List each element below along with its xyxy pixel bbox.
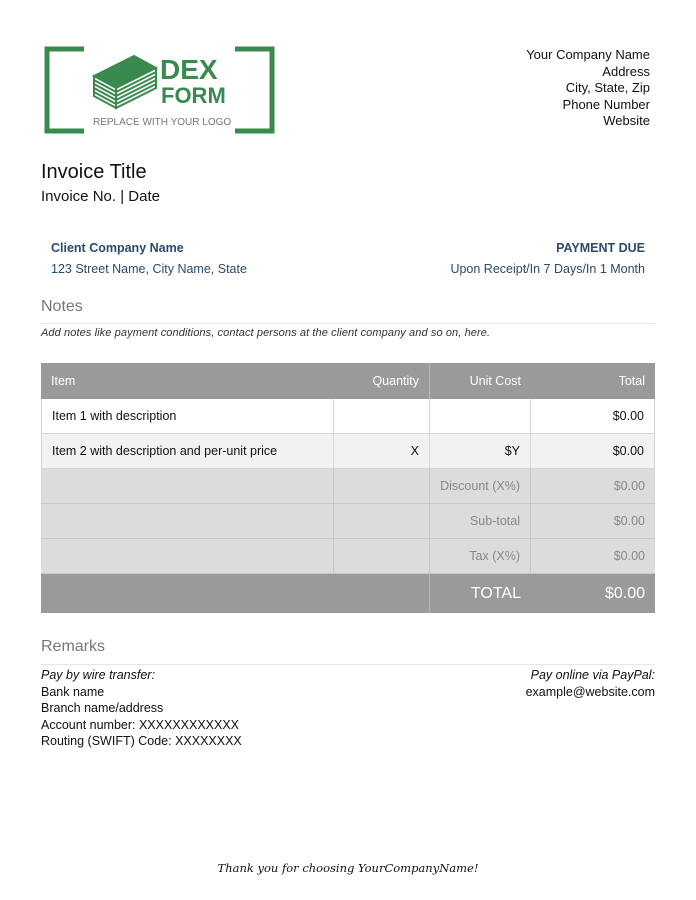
row-item: Item 2 with description and per-unit price (41, 434, 334, 469)
notes-divider (41, 323, 655, 324)
table-header (41, 363, 655, 399)
invoice-items-table (41, 363, 655, 613)
paypal-email: example@website.com (525, 684, 655, 699)
subtotal-row (41, 504, 655, 539)
remarks-divider (41, 664, 655, 665)
row-total: $0.00 (531, 434, 655, 469)
row-quantity: X (334, 434, 430, 469)
wire-transfer-label: Pay by wire transfer: (41, 668, 155, 682)
paypal-label: Pay online via PayPal: (530, 668, 655, 682)
company-city: City, State, Zip (565, 80, 650, 96)
thank-you-note: Thank you for choosing YourCompanyName! (217, 861, 479, 875)
tax-label: Tax (X%) (430, 539, 531, 574)
book-stack-icon (94, 56, 156, 108)
total-value: $0.00 (604, 584, 645, 602)
row-quantity (334, 399, 430, 434)
header-item: Item (51, 374, 76, 388)
notes-heading: Notes (41, 298, 83, 315)
company-phone: Phone Number (562, 96, 650, 112)
discount-label: Discount (X%) (430, 469, 531, 504)
tax-value: $0.00 (531, 539, 655, 574)
total-label: TOTAL (470, 584, 521, 602)
tax-row (41, 539, 655, 574)
routing-code: Routing (SWIFT) Code: XXXXXXXX (41, 734, 242, 749)
header-total: Total (618, 374, 645, 388)
logo-brand-line2: FORM (161, 83, 226, 108)
payment-terms: Upon Receipt/In 7 Days/In 1 Month (450, 262, 645, 276)
notes-text: Add notes like payment conditions, contact persons at the client company and so on, here. (41, 327, 491, 339)
company-website: Website (603, 113, 650, 129)
discount-value: $0.00 (531, 469, 655, 504)
company-info (526, 47, 650, 130)
row-unit-cost: $Y (430, 434, 531, 469)
discount-row (41, 469, 655, 504)
company-name: Your Company Name (526, 47, 650, 62)
invoice-number-date: Invoice No. | Date (41, 188, 160, 205)
table-row (41, 434, 655, 469)
client-address: 123 Street Name, City Name, State (51, 262, 247, 276)
logo-caption: REPLACE WITH YOUR LOGO (93, 117, 232, 128)
wire-transfer-details (41, 667, 242, 750)
row-unit-cost (430, 399, 531, 434)
subtotal-value: $0.00 (531, 504, 655, 539)
table-row (41, 399, 655, 434)
header-unit-cost: Unit Cost (469, 374, 521, 388)
row-item: Item 1 with description (41, 399, 334, 434)
row-total: $0.00 (531, 399, 655, 434)
account-number: Account number: XXXXXXXXXXXX (41, 717, 240, 732)
subtotal-label: Sub-total (430, 504, 531, 539)
logo-brand-line1: DEX (160, 54, 218, 85)
total-row (41, 574, 655, 613)
payment-due-label: PAYMENT DUE (556, 241, 645, 255)
client-name: Client Company Name (51, 241, 184, 255)
branch-address: Branch name/address (41, 701, 164, 716)
bank-name: Bank name (41, 684, 105, 699)
company-address: Address (602, 63, 650, 79)
remarks-heading: Remarks (41, 638, 106, 655)
invoice-title: Invoice Title (41, 161, 147, 183)
header-quantity: Quantity (334, 363, 430, 399)
paypal-details (526, 667, 655, 700)
company-logo (44, 46, 275, 134)
